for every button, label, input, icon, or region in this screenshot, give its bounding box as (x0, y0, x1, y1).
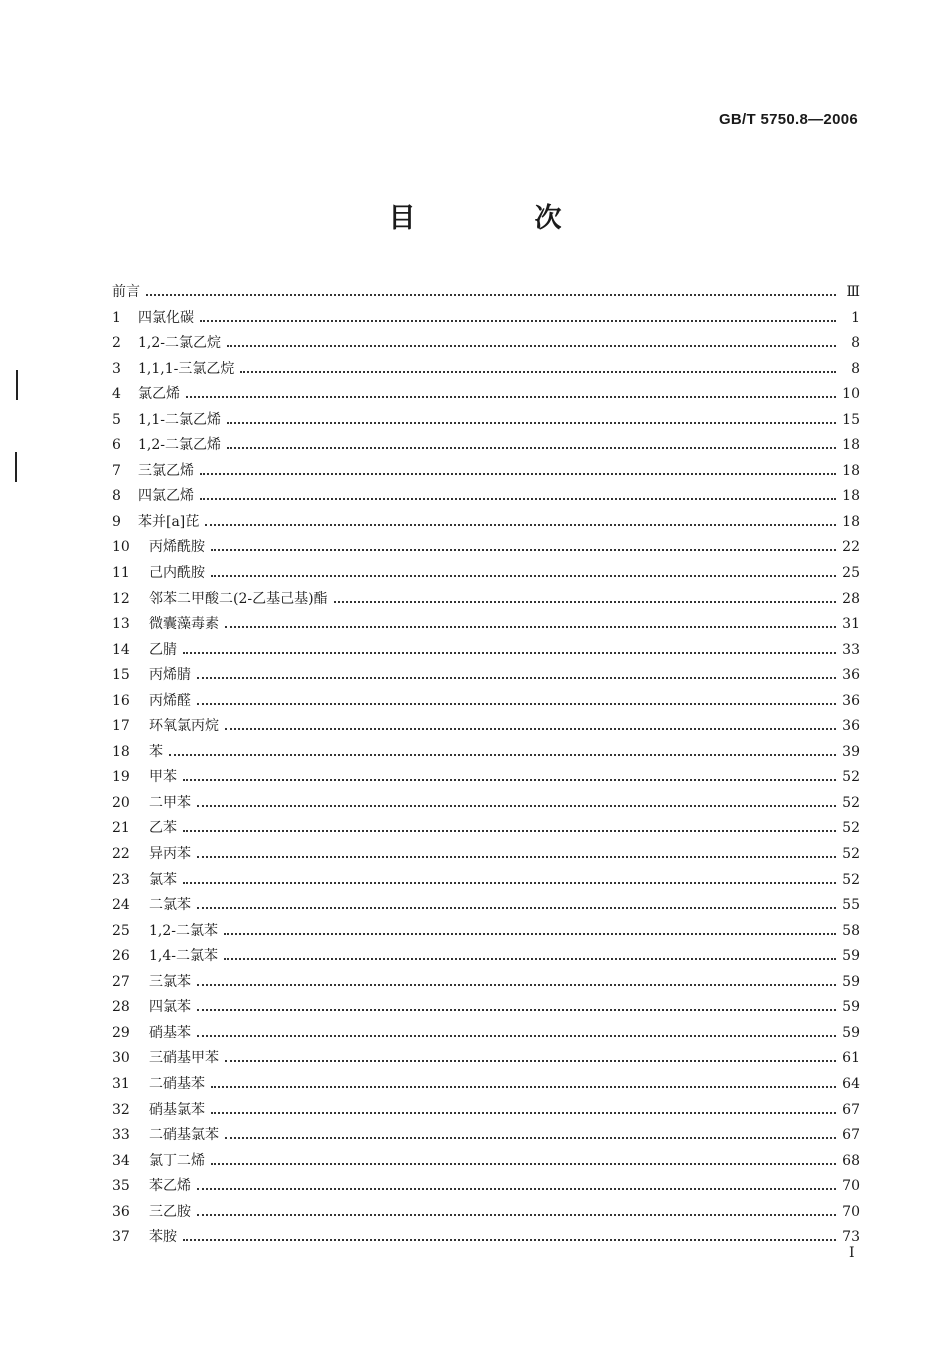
toc-entry-page: 18 (842, 462, 860, 479)
toc-entry-number: 7 (112, 462, 121, 479)
toc-entry-label: 三氯苯 (149, 973, 191, 990)
toc-entry[interactable] (112, 484, 860, 510)
toc-entry-number: 10 (112, 539, 130, 556)
toc-dot-leader (197, 970, 836, 986)
toc-entry-label: 1,2-二氯乙烯 (138, 437, 221, 454)
toc-entry-page: 59 (842, 973, 860, 990)
toc-entry[interactable] (112, 561, 860, 587)
toc-dot-leader (224, 919, 836, 935)
toc-entry[interactable] (112, 1072, 860, 1098)
toc-entry[interactable] (112, 714, 860, 740)
toc-dot-leader (183, 765, 836, 781)
toc-entry-label: 硝基氯苯 (149, 1101, 205, 1118)
toc-entry[interactable] (112, 689, 860, 715)
toc-entry-page: 25 (842, 565, 860, 582)
toc-entry[interactable] (112, 306, 860, 332)
toc-entry-page: 18 (842, 488, 860, 505)
toc-entry-label: 1,4-二氯苯 (149, 948, 218, 965)
toc-dot-leader (146, 280, 836, 296)
toc-dot-leader (225, 1123, 836, 1139)
toc-entry[interactable] (112, 893, 860, 919)
toc-dot-leader (211, 535, 836, 551)
toc-entry-number: 29 (112, 1024, 130, 1041)
toc-entry-page: 36 (842, 718, 860, 735)
toc-entry-number: 28 (112, 999, 130, 1016)
toc-entry-number: 15 (112, 667, 130, 684)
toc-entry-page: 70 (842, 1203, 860, 1220)
toc-entry-page: 64 (842, 1075, 860, 1092)
toc-entry-number: 34 (112, 1152, 130, 1169)
toc-entry-number: 36 (112, 1203, 130, 1220)
toc-dot-leader (200, 306, 836, 322)
toc-dot-leader (197, 842, 836, 858)
toc-dot-leader (197, 893, 836, 909)
toc-entry-page: 52 (842, 820, 860, 837)
toc-entry-number: 25 (112, 922, 130, 939)
toc-entry[interactable] (112, 638, 860, 664)
toc-dot-leader (205, 510, 836, 526)
toc-entry[interactable] (112, 408, 860, 434)
toc-entry[interactable] (112, 740, 860, 766)
toc-dot-leader (211, 1072, 836, 1088)
page-title: 目 次 (388, 203, 608, 234)
toc-entry-page: 52 (842, 769, 860, 786)
toc-entry-number: 17 (112, 718, 130, 735)
toc-entry-label: 1,2-二氯乙烷 (138, 335, 221, 352)
toc-entry[interactable] (112, 612, 860, 638)
toc-entry-label: 苯胺 (149, 1229, 177, 1246)
toc-entry-number: 19 (112, 769, 130, 786)
toc-entry-page: 73 (842, 1229, 860, 1246)
standard-number: GB/T 5750.8—2006 (718, 111, 858, 128)
toc-entry-page: 15 (842, 411, 860, 428)
toc-entry[interactable] (112, 1225, 860, 1251)
toc-entry[interactable] (112, 816, 860, 842)
toc-entry-label: 二甲苯 (149, 794, 191, 811)
toc-entry[interactable] (112, 1021, 860, 1047)
toc-dot-leader (197, 1021, 836, 1037)
toc-entry-label: 三氯乙烯 (138, 462, 194, 479)
toc-entry-page: 28 (842, 590, 860, 607)
toc-dot-leader (197, 1174, 836, 1190)
toc-entry-page: 52 (842, 794, 860, 811)
toc-entry-page: 59 (842, 948, 860, 965)
toc-entry-label: 氯苯 (149, 871, 177, 888)
toc-dot-leader (334, 587, 836, 603)
toc-entry-label: 三乙胺 (149, 1203, 191, 1220)
toc-entry-page: 52 (842, 871, 860, 888)
toc-entry-page: 31 (842, 616, 860, 633)
toc-entry-number: 6 (112, 437, 121, 454)
toc-entry-label: 苯 (149, 743, 163, 760)
page-number: I (849, 1245, 855, 1261)
toc-entry-page: 1 (851, 309, 860, 326)
toc-dot-leader (224, 944, 836, 960)
toc-entry-number: 3 (112, 360, 121, 377)
toc-entry[interactable] (112, 510, 860, 536)
toc-entry-number: 4 (112, 386, 121, 403)
toc-entry[interactable] (112, 535, 860, 561)
toc-entry-page: 18 (842, 437, 860, 454)
toc-entry[interactable] (112, 663, 860, 689)
toc-entry-label: 乙苯 (149, 820, 177, 837)
toc-entry[interactable] (112, 1123, 860, 1149)
toc-dot-leader (197, 663, 836, 679)
toc-entry-number: 1 (112, 309, 121, 326)
toc-entry-page: 70 (842, 1178, 860, 1195)
toc-entry-number: 12 (112, 590, 130, 607)
toc-dot-leader (225, 612, 836, 628)
toc-entry-page: 59 (842, 999, 860, 1016)
toc-entry-number: 32 (112, 1101, 130, 1118)
table-of-contents (112, 280, 860, 1251)
toc-entry-number: 24 (112, 897, 130, 914)
toc-entry-number: 22 (112, 846, 130, 863)
toc-entry[interactable] (112, 842, 860, 868)
toc-entry-label: 氯丁二烯 (149, 1152, 205, 1169)
toc-entry-label: 异丙苯 (149, 846, 191, 863)
toc-dot-leader (197, 689, 836, 705)
toc-entry-label: 二硝基氯苯 (149, 1127, 219, 1144)
toc-dot-leader (227, 433, 836, 449)
toc-entry[interactable] (112, 1046, 860, 1072)
toc-entry-label: 丙烯醛 (149, 692, 191, 709)
toc-dot-leader (183, 638, 836, 654)
toc-dot-leader (211, 1098, 836, 1114)
toc-dot-leader (227, 331, 836, 347)
toc-dot-leader (200, 484, 836, 500)
scan-mark (15, 452, 17, 482)
toc-entry-number: 18 (112, 743, 130, 760)
toc-entry-page: 68 (842, 1152, 860, 1169)
toc-entry-label: 三硝基甲苯 (149, 1050, 219, 1067)
toc-entry-label: 微囊藻毒素 (149, 616, 219, 633)
toc-entry-number: 31 (112, 1075, 130, 1092)
toc-entry-label: 丙烯腈 (149, 667, 191, 684)
toc-entry-label: 四氯苯 (149, 999, 191, 1016)
toc-entry[interactable] (112, 1149, 860, 1175)
scan-mark (16, 370, 18, 400)
toc-entry-label: 四氯化碳 (138, 309, 194, 326)
toc-dot-leader (197, 995, 836, 1011)
toc-entry[interactable] (112, 280, 860, 306)
toc-entry-label: 1,1-二氯乙烯 (138, 411, 221, 428)
toc-dot-leader (211, 1149, 836, 1165)
toc-dot-leader (183, 868, 836, 884)
toc-entry-label: 己内酰胺 (149, 565, 205, 582)
toc-dot-leader (211, 561, 836, 577)
toc-entry-label: 硝基苯 (149, 1024, 191, 1041)
toc-entry-number: 23 (112, 871, 130, 888)
toc-dot-leader (183, 1225, 836, 1241)
toc-entry-label: 四氯乙烯 (138, 488, 194, 505)
toc-entry-label: 丙烯酰胺 (149, 539, 205, 556)
toc-entry-number: 8 (112, 488, 121, 505)
toc-entry[interactable] (112, 919, 860, 945)
toc-entry-page: 67 (842, 1101, 860, 1118)
toc-entry-page: 8 (851, 360, 860, 377)
toc-entry-page: 18 (842, 513, 860, 530)
toc-entry-label: 氯乙烯 (138, 386, 180, 403)
toc-dot-leader (240, 357, 836, 373)
toc-entry-number: 27 (112, 973, 130, 990)
toc-entry-label: 1,1,1-三氯乙烷 (138, 360, 235, 377)
toc-dot-leader (200, 459, 836, 475)
toc-entry-label: 二硝基苯 (149, 1075, 205, 1092)
toc-entry-page: 58 (842, 922, 860, 939)
toc-entry[interactable] (112, 944, 860, 970)
toc-entry-label: 苯并[a]芘 (138, 513, 200, 530)
toc-entry-number: 11 (112, 565, 130, 582)
toc-entry-number: 9 (112, 513, 121, 530)
toc-entry-number: 2 (112, 335, 121, 352)
toc-entry[interactable] (112, 587, 860, 613)
toc-entry[interactable] (112, 970, 860, 996)
toc-entry-label: 环氧氯丙烷 (149, 718, 219, 735)
toc-entry[interactable] (112, 357, 860, 383)
toc-entry[interactable] (112, 765, 860, 791)
toc-entry-number: 37 (112, 1229, 130, 1246)
toc-entry-label: 邻苯二甲酸二(2-乙基己基)酯 (149, 590, 328, 607)
toc-entry-page: 67 (842, 1127, 860, 1144)
toc-entry[interactable] (112, 1174, 860, 1200)
toc-entry-page: 59 (842, 1024, 860, 1041)
toc-dot-leader (183, 816, 836, 832)
toc-dot-leader (225, 714, 836, 730)
toc-entry[interactable] (112, 331, 860, 357)
toc-entry-page: 61 (842, 1050, 860, 1067)
toc-entry-number: 5 (112, 411, 121, 428)
toc-entry-number: 14 (112, 641, 130, 658)
toc-entry[interactable] (112, 382, 860, 408)
toc-entry-number: 21 (112, 820, 130, 837)
toc-entry-number: 30 (112, 1050, 130, 1067)
toc-entry-page: Ⅲ (846, 284, 860, 300)
toc-entry-page: 8 (851, 335, 860, 352)
toc-dot-leader (197, 1200, 836, 1216)
toc-entry-number: 13 (112, 616, 130, 633)
toc-entry-page: 52 (842, 846, 860, 863)
toc-entry-label: 乙腈 (149, 641, 177, 658)
toc-entry[interactable] (112, 1200, 860, 1226)
toc-dot-leader (227, 408, 836, 424)
toc-entry-page: 36 (842, 692, 860, 709)
toc-entry-label: 苯乙烯 (149, 1178, 191, 1195)
toc-entry[interactable] (112, 995, 860, 1021)
toc-entry-page: 33 (842, 641, 860, 658)
toc-entry-page: 36 (842, 667, 860, 684)
toc-entry-number: 33 (112, 1127, 130, 1144)
toc-dot-leader (186, 382, 836, 398)
toc-entry[interactable] (112, 433, 860, 459)
toc-entry-label: 1,2-二氯苯 (149, 922, 218, 939)
toc-entry-label: 二氯苯 (149, 897, 191, 914)
toc-dot-leader (225, 1046, 836, 1062)
toc-entry[interactable] (112, 459, 860, 485)
toc-entry-number: 26 (112, 948, 130, 965)
toc-entry-number: 20 (112, 794, 130, 811)
toc-entry-page: 55 (842, 897, 860, 914)
toc-entry-number: 16 (112, 692, 130, 709)
toc-entry[interactable] (112, 868, 860, 894)
toc-entry[interactable] (112, 791, 860, 817)
toc-entry-page: 10 (842, 386, 860, 403)
toc-entry-page: 22 (842, 539, 860, 556)
toc-entry-label: 前言 (112, 284, 140, 300)
toc-dot-leader (169, 740, 836, 756)
toc-entry[interactable] (112, 1098, 860, 1124)
toc-entry-number: 35 (112, 1178, 130, 1195)
toc-dot-leader (197, 791, 836, 807)
toc-entry-page: 39 (842, 743, 860, 760)
toc-entry-label: 甲苯 (149, 769, 177, 786)
